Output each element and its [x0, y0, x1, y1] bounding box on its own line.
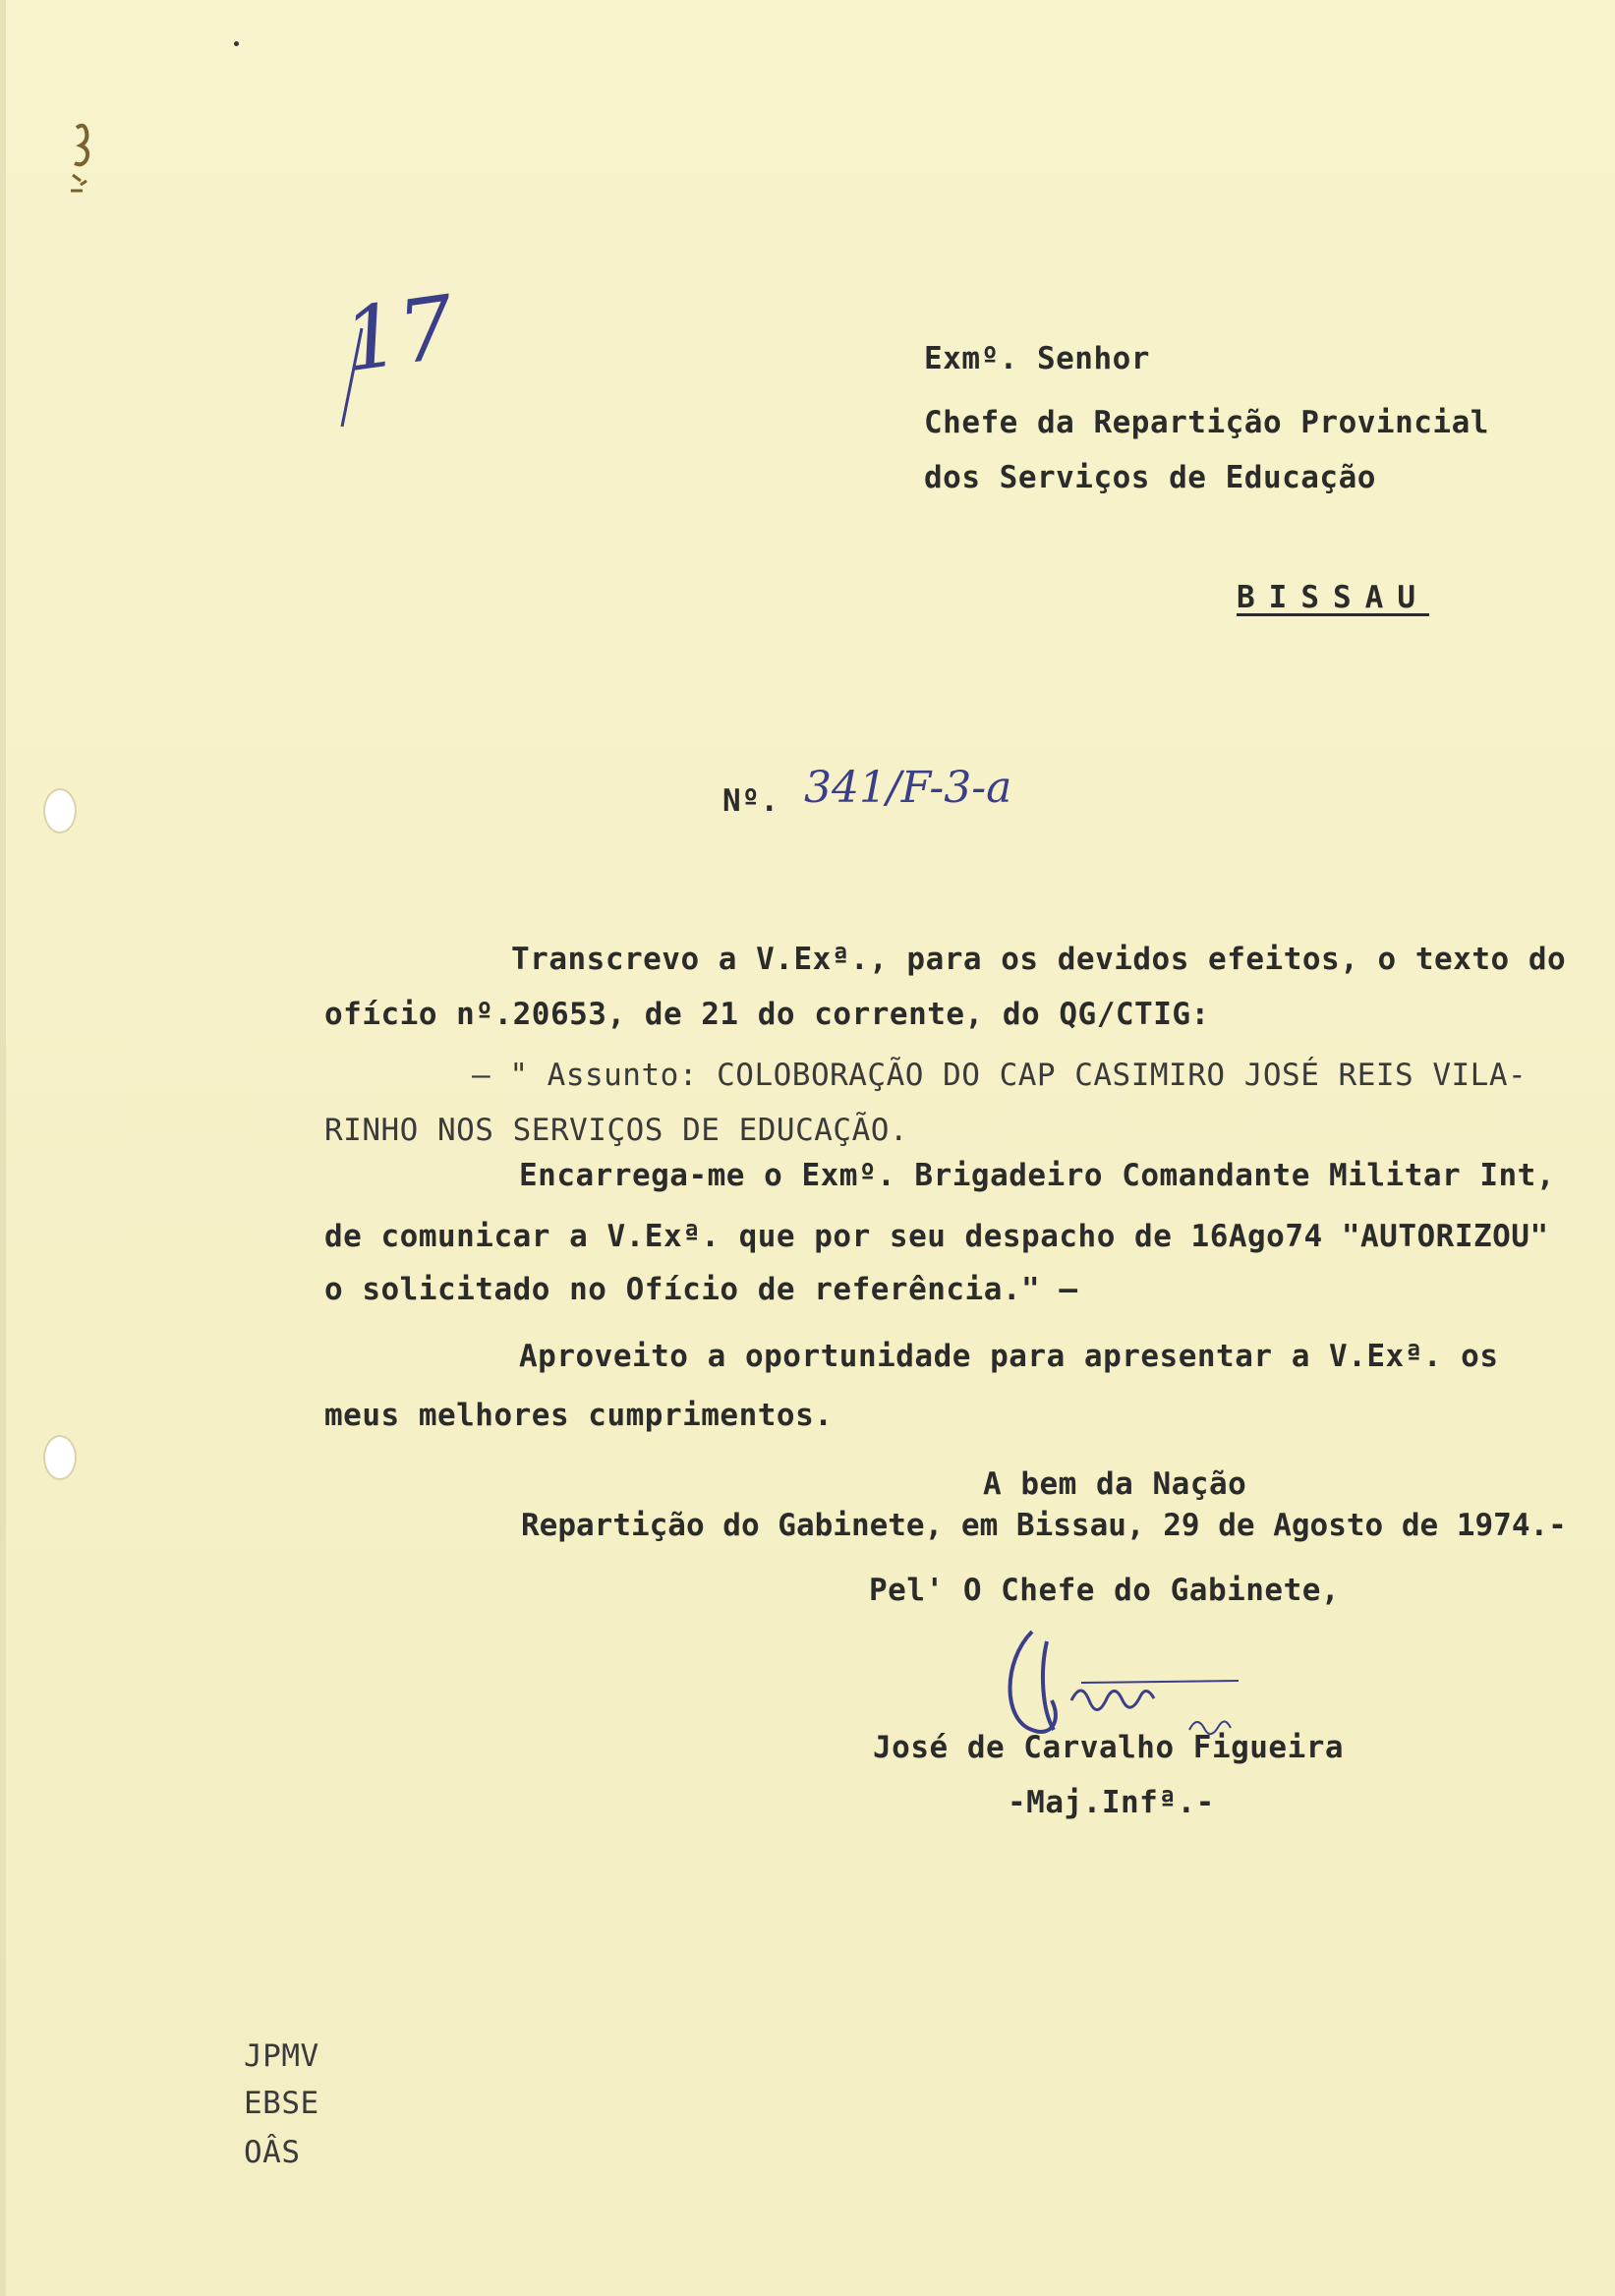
punch-hole-upper — [43, 788, 77, 833]
punch-hole-lower — [43, 1435, 77, 1480]
body-p3-line1: Encarrega-me o Exmº. Brigadeiro Comandante Militar Int, — [519, 1158, 1555, 1193]
signer-rank: -Maj.Infª.- — [1008, 1785, 1215, 1820]
addressee-title-line2: dos Serviços de Educação — [924, 460, 1376, 495]
initials-line1: JPMV — [244, 2038, 319, 2074]
signer-name: José de Carvalho Figueira — [873, 1730, 1345, 1765]
closing-place-date: Repartição do Gabinete, em Bissau, 29 de Agosto de 1974.- — [521, 1508, 1567, 1543]
handwritten-page-number: 17 — [337, 275, 461, 392]
body-p1-line1: Transcrevo a V.Exª., para os devidos efeitos, o texto do — [511, 942, 1567, 977]
addressee-salutation: Exmº. Senhor — [924, 341, 1150, 376]
body-p3-line3: o solicitado no Ofício de referência." – — [324, 1272, 1078, 1307]
body-p1-line2: ofício nº.20653, de 21 do corrente, do QG/CTIG: — [324, 997, 1210, 1032]
body-p4-line1: Aproveito a oportunidade para apresentar a V.Exª. os — [519, 1339, 1499, 1374]
body-p2-line2: RINHO NOS SERVIÇOS DE EDUCAÇÃO. — [324, 1113, 909, 1148]
body-p4-line2: meus melhores cumprimentos. — [324, 1398, 834, 1433]
reference-label: Nº. — [722, 783, 779, 819]
page-left-edge — [0, 0, 6, 2296]
handwritten-reference-number: 341/F-3-a — [804, 763, 1012, 813]
initials-line3: OÂS — [244, 2135, 301, 2170]
closing-on-behalf: Pel' O Chefe do Gabinete, — [869, 1573, 1341, 1608]
body-p2-line1: – " Assunto: COLOBORAÇÃO DO CAP CASIMIRO JOSÉ REIS VILA- — [472, 1058, 1528, 1093]
closing-motto: A bem da Nação — [983, 1466, 1247, 1502]
addressee-title-line1: Chefe da Repartição Provincial — [924, 405, 1489, 440]
corner-stain-mark — [59, 116, 108, 204]
page-number-stroke — [338, 324, 368, 432]
addressee-city: BISSAU — [1237, 580, 1429, 615]
body-p3-line2: de comunicar a V.Exª. que por seu despacho de 16Ago74 "AUTORIZOU" — [324, 1219, 1549, 1254]
initials-line2: EBSE — [244, 2086, 319, 2121]
dust-dot — [234, 41, 239, 46]
